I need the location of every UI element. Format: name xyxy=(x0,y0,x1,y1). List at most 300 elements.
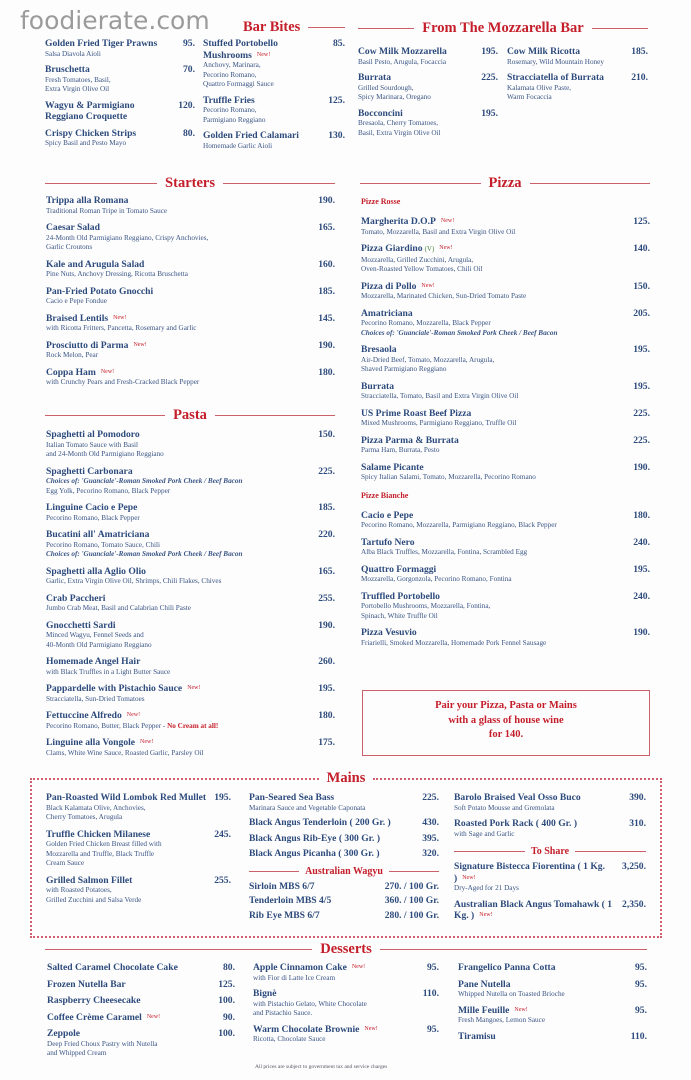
description-text: Pine Nuts, Anchovy Dressing, Ricotta Bruschetta xyxy=(46,270,188,278)
item-description xyxy=(46,378,335,388)
description-text: Pecorino Romano, Mozzarella, Black Pepper xyxy=(361,319,491,327)
subheading-pizze-rosse: Pizze Rosse xyxy=(361,197,401,206)
menu-item xyxy=(361,462,650,483)
menu-item-price: 110. xyxy=(630,1030,647,1042)
menu-item-price: 190. xyxy=(633,461,650,473)
menu-item-price: 225. xyxy=(318,465,335,477)
item-name-text: Mille Feuille xyxy=(458,1004,510,1016)
menu-item-price: 195. xyxy=(214,792,231,803)
item-name-text: Spaghetti alla Aglio Olio xyxy=(46,565,146,577)
description-text: Traditional Roman Tripe in Tomato Sauce xyxy=(46,206,168,215)
description-text: and Pistachio Sauce. xyxy=(253,1009,313,1017)
menu-item-price: 225. xyxy=(633,407,650,419)
item-name-text: Salted Caramel Chocolate Cake xyxy=(47,962,178,973)
description-text: Pecorino Romano, xyxy=(203,106,257,114)
item-description xyxy=(358,93,498,103)
item-description xyxy=(361,473,650,483)
item-name-text: Cow Milk Mozzarella xyxy=(358,46,447,57)
menu-item-row xyxy=(46,829,231,841)
menu-item-row xyxy=(45,38,195,50)
item-description xyxy=(358,84,498,94)
menu-item-name xyxy=(458,962,556,974)
menu-item-price: 2,350. xyxy=(622,898,646,910)
item-description xyxy=(46,840,231,850)
menu-item-row xyxy=(507,72,648,84)
menu-item-name xyxy=(358,108,403,120)
description-text: 24-Month Old Parmigiano Reggiano, Crispy Anchovies, xyxy=(46,233,209,242)
mains-col-2-list xyxy=(249,792,439,864)
menu-item-row xyxy=(203,95,345,107)
menu-item-name xyxy=(46,340,147,352)
menu-item xyxy=(361,381,650,402)
description-text: Homemade Garlic Aioli xyxy=(203,141,273,150)
description-text: Minced Wagyu, Fennel Seeds and xyxy=(46,631,144,639)
menu-item-name xyxy=(45,38,157,50)
description-text: Basil Pesto, Arugula, Focaccia xyxy=(358,57,447,66)
menu-item-row xyxy=(454,818,646,830)
item-name-text: Raspberry Cheesecake xyxy=(47,995,141,1006)
menu-item-price: 195. xyxy=(633,380,650,392)
item-name-text: Pizza Parma & Burrata xyxy=(361,434,459,446)
item-description xyxy=(458,1016,647,1026)
menu-item-name xyxy=(46,259,144,271)
menu-item-row xyxy=(507,46,648,58)
menu-item xyxy=(46,259,335,280)
menu-item-price: 190. xyxy=(318,619,335,631)
pasta-list xyxy=(46,429,335,764)
menu-item-price: 110. xyxy=(422,988,439,999)
menu-item-name xyxy=(46,195,128,207)
menu-item-price: 125. xyxy=(218,978,235,990)
menu-item-price: 195. xyxy=(633,563,650,575)
item-description xyxy=(46,441,335,451)
menu-item-row xyxy=(46,259,335,271)
menu-item-row xyxy=(249,833,439,845)
menu-item-name xyxy=(249,792,334,804)
menu-item-row xyxy=(358,72,498,84)
menu-item xyxy=(203,38,345,90)
item-description xyxy=(46,207,335,217)
menu-item xyxy=(46,502,335,523)
menu-item xyxy=(249,895,439,907)
menu-item-row xyxy=(253,1024,439,1036)
section-title-pasta: Pasta xyxy=(45,407,335,424)
menu-item-row xyxy=(361,281,650,293)
item-description xyxy=(361,292,650,302)
menu-item-name xyxy=(249,881,315,893)
menu-item-price: 125. xyxy=(328,94,345,106)
menu-item-row xyxy=(46,620,335,632)
description-text: Air-Dried Beef, Tomato, Mozzarella, Arugula, xyxy=(361,355,495,364)
item-description xyxy=(46,450,335,460)
description-text: Cacio e Pepe Fondue xyxy=(46,297,107,305)
menu-item xyxy=(454,792,646,813)
item-description xyxy=(454,884,646,894)
menu-item-name xyxy=(45,128,136,140)
item-description xyxy=(361,365,650,375)
menu-item xyxy=(46,195,335,216)
description-text: Pecorino Romano, xyxy=(203,70,257,79)
menu-item xyxy=(358,108,498,139)
menu-item-price: 190. xyxy=(318,339,335,351)
menu-item-name xyxy=(454,792,581,804)
menu-item-name xyxy=(358,72,391,84)
new-badge: New! xyxy=(146,1013,161,1020)
bar-bites-col-2 xyxy=(203,38,345,156)
menu-item-row xyxy=(454,899,646,922)
item-description xyxy=(249,804,439,814)
item-description xyxy=(46,641,335,651)
vegetarian-badge: (V) xyxy=(424,245,435,253)
menu-item-name xyxy=(47,1012,160,1024)
description-text: with Crunchy Pears and Fresh-Cracked Black Pepper xyxy=(46,378,200,386)
section-title-mains: Mains xyxy=(30,770,662,787)
menu-item-row xyxy=(253,962,439,974)
menu-item-row xyxy=(458,1005,647,1017)
item-description xyxy=(361,612,650,622)
description-text: Portobello Mushrooms, Mozzarella, Fontina, xyxy=(361,602,491,610)
item-description xyxy=(46,270,335,280)
menu-item-price: 225. xyxy=(633,434,650,446)
menu-item xyxy=(46,710,335,731)
item-choices xyxy=(46,550,335,560)
item-description xyxy=(361,548,650,558)
description-text: Extra Virgin Olive Oil xyxy=(45,85,110,93)
menu-item-name xyxy=(45,64,90,76)
menu-item-name xyxy=(507,46,580,58)
menu-item-row xyxy=(249,817,439,829)
new-badge: New! xyxy=(133,341,147,348)
menu-item-name xyxy=(249,817,391,829)
description-text: Quattro Formaggi Sauce xyxy=(203,80,274,88)
item-name-text: Cacio e Pepe xyxy=(361,509,414,521)
menu-item-name xyxy=(46,620,116,632)
description-text: Pecorino Romano, Tomato Sauce, Chili xyxy=(46,540,160,549)
menu-item-name xyxy=(361,510,413,522)
description-text: Choices of: 'Guanciale'-Roman Smoked Pork Cheek / Beef Bacon xyxy=(361,328,558,337)
menu-item-row xyxy=(249,848,439,860)
menu-item xyxy=(361,627,650,648)
menu-item xyxy=(45,64,195,95)
menu-item xyxy=(361,243,650,275)
item-name-text: Apple Cinnamon Cake xyxy=(253,962,347,973)
menu-item xyxy=(361,564,650,585)
menu-item-name xyxy=(458,979,511,991)
menu-item-name xyxy=(358,46,447,58)
description-text: Parma Ham, Burrata, Pesto xyxy=(361,446,440,454)
menu-item-name xyxy=(203,95,255,107)
description-text: Kalamata Olive Paste, xyxy=(507,83,572,92)
menu-item-name xyxy=(361,462,424,474)
item-name-text: Warm Chocolate Brownie xyxy=(253,1023,360,1035)
item-name-text: Linguine alla Vongole xyxy=(46,737,136,748)
menu-item-row xyxy=(454,792,646,804)
menu-item-row xyxy=(458,979,647,991)
menu-item-name xyxy=(253,962,365,974)
menu-item-row xyxy=(46,286,335,298)
menu-item-row xyxy=(46,737,335,749)
new-badge: New! xyxy=(514,1006,528,1013)
new-badge: New! xyxy=(462,874,476,881)
item-description xyxy=(253,1035,439,1045)
description-text: with Fior di Latte Ice Cream xyxy=(253,973,336,982)
menu-item-row xyxy=(46,792,231,804)
desserts-col-1 xyxy=(47,962,235,1064)
menu-item-price: 100. xyxy=(218,995,235,1006)
menu-item xyxy=(249,848,439,860)
description-text: Italian Tomato Sauce with Basil xyxy=(46,440,138,449)
menu-item-row xyxy=(361,216,650,228)
item-description xyxy=(358,129,498,139)
menu-item xyxy=(249,792,439,813)
menu-item-price: 245. xyxy=(214,828,231,840)
to-share-list xyxy=(454,861,646,927)
description-text: Whipped Nutella on Toasted Brioche xyxy=(458,990,565,998)
menu-item-price: 240. xyxy=(633,590,650,602)
item-description xyxy=(361,228,650,238)
item-description xyxy=(361,256,650,266)
item-description xyxy=(46,541,335,551)
item-name-text: Salame Picante xyxy=(361,461,424,473)
menu-item-row xyxy=(46,875,231,887)
new-badge: New! xyxy=(439,245,453,251)
item-name-text: Tartufo Nero xyxy=(361,536,415,548)
menu-item-price: 180. xyxy=(318,710,335,721)
menu-item-name xyxy=(46,502,137,514)
subheading-to-share: To Share xyxy=(454,846,646,857)
menu-item-row xyxy=(458,1031,647,1043)
menu-item-price: 225. xyxy=(422,792,439,803)
item-description xyxy=(46,234,335,244)
item-description xyxy=(361,446,650,456)
menu-item-name xyxy=(46,656,140,668)
menu-item xyxy=(46,620,335,651)
menu-item-row xyxy=(45,128,195,140)
menu-item xyxy=(253,988,439,1019)
subheading-pizze-bianche: Pizze Bianche xyxy=(361,490,409,500)
menu-item-name xyxy=(46,529,149,541)
item-name-text: Frozen Nutella Bar xyxy=(47,978,126,990)
description-text: Basil, Extra Virgin Olive Oil xyxy=(358,128,441,137)
item-description xyxy=(507,84,648,94)
item-name-text: Bresaola xyxy=(361,344,397,355)
menu-item-row xyxy=(361,510,650,522)
item-name-text: Signature Bistecca Fiorentina ( 1 Kg. ) xyxy=(454,861,606,884)
item-description xyxy=(458,990,647,1000)
menu-item-price: 120. xyxy=(178,99,195,111)
menu-item-price: 165. xyxy=(318,565,335,577)
item-name-text: Pan-Roasted Wild Lombok Red Mullet xyxy=(46,792,207,803)
description-text: Choices of: 'Guanciale'-Roman Smoked Pork Cheek / Beef Bacon xyxy=(46,550,243,558)
item-choices xyxy=(361,329,650,339)
menu-item xyxy=(507,72,648,103)
item-description xyxy=(454,804,646,814)
description-text: Cream Sauce xyxy=(46,859,85,867)
description-text: Mozzarella and Truffle, Black Truffle xyxy=(46,849,155,858)
item-name-text: Pan-Seared Sea Bass xyxy=(249,792,335,803)
item-description xyxy=(358,58,498,68)
item-name-text: Pizza di Pollo xyxy=(361,280,417,292)
menu-item-name xyxy=(47,962,178,974)
menu-item-name xyxy=(361,435,459,447)
menu-item-price: 310. xyxy=(629,818,646,829)
item-description xyxy=(361,265,650,275)
menu-item-price: 160. xyxy=(318,258,335,270)
menu-item-name xyxy=(46,466,133,478)
menu-item-row xyxy=(203,130,345,142)
item-description xyxy=(46,668,335,678)
item-description xyxy=(253,1000,439,1010)
menu-item xyxy=(45,38,195,59)
section-title-starters: Starters xyxy=(45,175,335,192)
menu-item-price: 390. xyxy=(629,792,646,803)
item-name-text: Pappardelle with Pistachio Sauce xyxy=(46,683,183,694)
item-description xyxy=(46,722,335,732)
menu-item-row xyxy=(46,529,335,541)
item-name-text: Homemade Angel Hair xyxy=(46,656,141,667)
item-name-text: Cow Milk Ricotta xyxy=(507,46,581,57)
menu-item-name xyxy=(47,1028,80,1040)
menu-item-price: 95. xyxy=(635,978,647,990)
menu-item-price: 95. xyxy=(635,1004,647,1016)
description-text: with Roasted Potatoes, xyxy=(46,886,112,894)
menu-item xyxy=(249,817,439,829)
description-text: Parmigiano Reggiano xyxy=(203,115,266,124)
item-name-text: Black Angus Picanha ( 300 Gr. ) xyxy=(249,848,380,859)
description-text: Black Kalamata Olive, Anchovies, xyxy=(46,803,146,812)
item-name-text: Prosciutto di Parma xyxy=(46,339,129,351)
item-name-text: Rib Eye MBS 6/7 xyxy=(249,909,320,921)
item-name-text: Braised Lentils xyxy=(46,312,109,324)
menu-item xyxy=(249,833,439,845)
description-text: Choices of: 'Guanciale'-Roman Smoked Pork Cheek / Beef Bacon xyxy=(46,477,243,485)
item-description xyxy=(45,85,195,95)
description-text: Garlic, Extra Virgin Olive Oil, Shrimps, Chili Flakes, Chives xyxy=(46,577,222,585)
menu-item xyxy=(45,100,195,123)
item-name-text: Pan-Fried Potato Gnocchi xyxy=(46,285,154,297)
menu-item-price: 185. xyxy=(318,285,335,297)
description-text: Grilled Sourdough, xyxy=(358,83,414,92)
menu-item-name xyxy=(46,737,153,749)
item-name-text: Coppa Ham xyxy=(46,366,96,378)
menu-item xyxy=(361,435,650,456)
item-name-text: Golden Fried Calamari xyxy=(203,130,299,141)
desserts-col-3 xyxy=(458,962,647,1047)
section-title-mozzarella-bar: From The Mozzarella Bar xyxy=(358,20,648,37)
item-description xyxy=(46,695,335,705)
menu-item-name xyxy=(45,100,174,123)
description-text: Bresaola, Cherry Tomatoes, xyxy=(358,119,439,127)
menu-item-price: 125. xyxy=(633,216,650,227)
description-text: Fresh Mangoes, Lemon Sauce xyxy=(458,1016,546,1024)
menu-item-name xyxy=(203,38,329,61)
new-badge: New! xyxy=(100,368,115,375)
menu-item-price: 195. xyxy=(318,683,335,694)
menu-item xyxy=(46,683,335,704)
menu-item-row xyxy=(47,962,235,974)
menu-item-row xyxy=(46,222,335,234)
menu-item-price: 100. xyxy=(218,1028,235,1039)
description-text: Garlic Croutons xyxy=(46,243,93,251)
menu-item-row xyxy=(45,64,195,76)
item-name-text: US Prime Roast Beef Pizza xyxy=(361,407,472,419)
menu-item xyxy=(253,962,439,983)
menu-item-name xyxy=(249,910,320,922)
menu-item xyxy=(46,429,335,460)
item-description xyxy=(361,356,650,366)
menu-item xyxy=(46,222,335,253)
menu-item-name xyxy=(361,281,435,293)
menu-item-name xyxy=(361,591,440,603)
description-text: Pecorino Romano, Butter, Black Pepper - xyxy=(46,721,168,730)
new-badge: New! xyxy=(351,964,366,970)
item-description xyxy=(46,577,335,587)
menu-item-name xyxy=(361,537,415,549)
description-text: with Pistachio Gelato, White Chocolate xyxy=(253,999,367,1008)
item-name-text: Bocconcini xyxy=(358,107,403,119)
description-text: Fresh Tomatoes, Basil, xyxy=(45,75,111,84)
menu-item xyxy=(358,46,498,67)
menu-item-row xyxy=(47,1012,235,1024)
item-choices xyxy=(46,477,335,487)
item-description xyxy=(361,602,650,612)
pizze-rosse-list xyxy=(361,216,650,489)
menu-item-row xyxy=(361,462,650,474)
description-text: with Ricotta Fritters, Pancetta, Rosemary and Garlic xyxy=(46,324,197,332)
menu-item-row xyxy=(249,792,439,804)
item-name-text: Bignè xyxy=(253,988,277,999)
menu-item-row xyxy=(46,367,335,379)
menu-item-row xyxy=(47,1028,235,1040)
item-name-text: Amatriciana xyxy=(361,307,413,319)
menu-item-row xyxy=(361,435,650,447)
mains-col-2 xyxy=(249,792,439,924)
item-description xyxy=(46,351,335,361)
menu-item-name xyxy=(46,313,126,325)
menu-item-name xyxy=(507,72,604,84)
item-name-text: Kale and Arugula Salad xyxy=(46,258,145,270)
menu-item-price: 175. xyxy=(318,737,335,748)
item-description xyxy=(46,514,335,524)
menu-item xyxy=(249,910,439,922)
item-name-text: Pane Nutella xyxy=(458,978,511,990)
menu-item xyxy=(358,72,498,103)
menu-item-price: 95. xyxy=(183,38,195,49)
menu-item-row xyxy=(46,710,335,722)
menu-item-price: 130. xyxy=(328,130,345,141)
menu-item xyxy=(46,466,335,497)
description-text: Spinach, White Truffle Oil xyxy=(361,611,438,620)
description-text: Stracciatella, Tomato, Basil and Extra Virgin Olive Oil xyxy=(361,392,519,400)
description-text: Mozzarella, Grilled Zucchini, Arugula, xyxy=(361,255,474,264)
item-name-text: Pizza Vesuvio xyxy=(361,627,417,638)
menu-item-name xyxy=(46,683,201,695)
item-name-text: Margherita D.O.P xyxy=(361,216,436,227)
menu-item-price: 205. xyxy=(633,307,650,319)
menu-item-name xyxy=(253,988,276,1000)
description-text: Tomato, Mozzarella, Basil and Extra Virgin Olive Oil xyxy=(361,227,516,236)
item-description xyxy=(358,119,498,129)
description-text: Pecorino Romano, Mozzarella, Parmigiano Reggiano, Black Pepper xyxy=(361,521,557,529)
description-text: Friarielli, Smoked Mozzarella, Homemade Pork Fennel Sausage xyxy=(361,638,547,647)
item-description xyxy=(45,76,195,86)
menu-item xyxy=(507,46,648,67)
menu-item-name xyxy=(249,833,380,845)
menu-item-price: 165. xyxy=(318,222,335,233)
menu-item-price: 145. xyxy=(318,312,335,324)
menu-item-row xyxy=(361,564,650,576)
menu-item-price: 185. xyxy=(631,46,648,57)
